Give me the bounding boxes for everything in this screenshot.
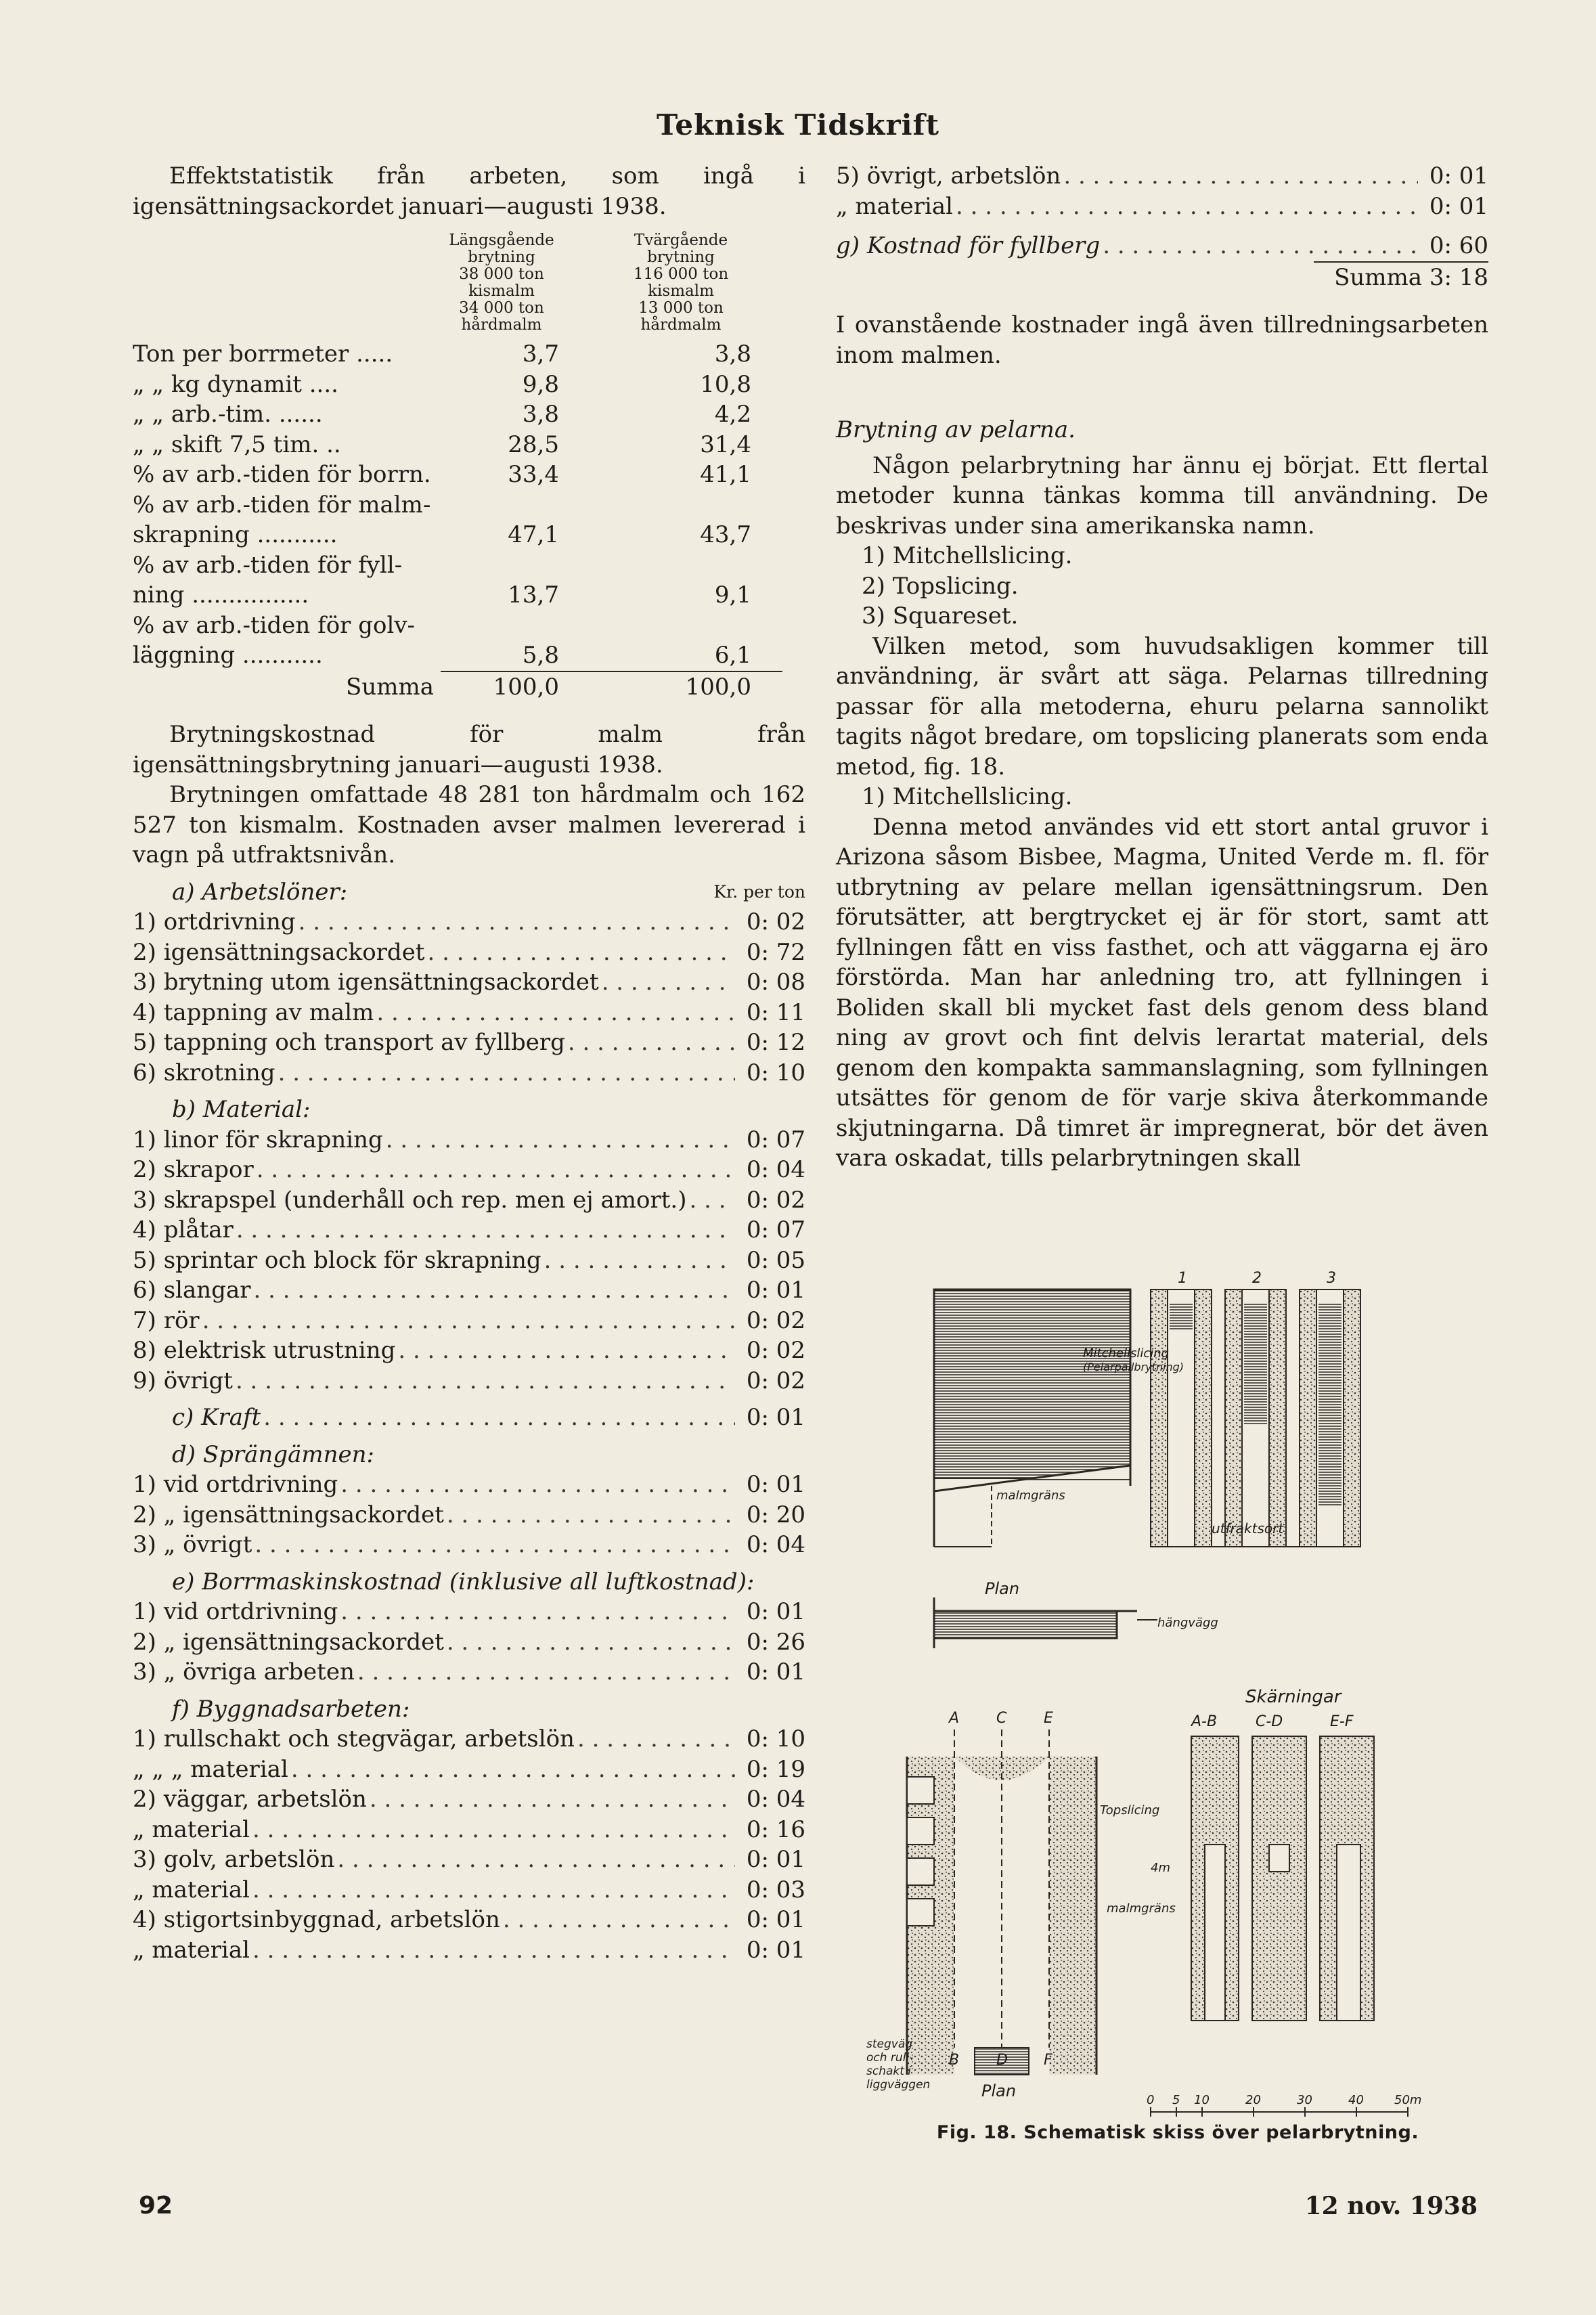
- cost-item-label: 4) plåtar: [133, 1216, 234, 1243]
- fyllberg-value: 0: 60: [1429, 232, 1488, 259]
- label-ab: A-B: [1191, 1713, 1218, 1730]
- label-2: 2: [1252, 1270, 1262, 1287]
- stat-value: 3,7: [522, 340, 559, 368]
- dot-leader: [291, 1755, 735, 1785]
- scale-bar: [1151, 2107, 1408, 2117]
- cost-item-label: 9) övrigt: [133, 1367, 233, 1394]
- fyllberg-label: g) Kostnad för fyllberg: [836, 232, 1101, 259]
- label-plan-lower: Plan: [981, 2081, 1017, 2100]
- figure-18: [866, 1262, 1476, 2156]
- dot-leader: [386, 1125, 735, 1155]
- label-3: 3: [1327, 1270, 1336, 1287]
- dot-leader: [503, 1905, 735, 1935]
- cost-item-value: 0: 26: [746, 1628, 805, 1656]
- cost-line: [133, 1185, 805, 1216]
- cost-item-value: 0: 04: [746, 1786, 805, 1813]
- cost-line: [133, 1755, 805, 1785]
- scale-tick-50m: 50m: [1394, 2093, 1422, 2107]
- stat-value: [441, 490, 575, 521]
- cost-item-value: 0: 01: [746, 1598, 805, 1625]
- dot-leader: [544, 1245, 735, 1276]
- intro-paragraph: Effektstatistik från arbeten, som ingå i igensättningsackordet januari—augusti 1938.: [133, 162, 805, 220]
- pillar-2: [1225, 1289, 1286, 1547]
- stat-label: ning ................: [133, 581, 309, 609]
- dot-leader: [340, 1470, 735, 1500]
- stat-row: [133, 460, 782, 490]
- stat-row: [133, 339, 782, 370]
- dot-leader: [1063, 161, 1418, 192]
- cost-item-value: 0: 10: [746, 1059, 805, 1086]
- method-item: 3) Squareset.: [862, 602, 1019, 630]
- cost-line: [133, 967, 805, 998]
- dot-leader: [340, 1597, 735, 1627]
- pillar-paragraph-3: Denna metod användes vid ett stort antal gruvor i Arizona såsom Bisbee, Magma, United Verde m. fl. för utbrytning av pelare mellan igensättningsrum. Den förutsätter, att bergtrycket ej är för stort, samt att fyllningen fått en viss fasthet, och att väggarna ej äro förstörda. Man har anledning tro, att fyllningen i Boliden skall bli mycket fast dels genom dess bland ning av grovt och fint delvis lerartat material, dels genom den kompakta sammanslagning, som fyllningen utsättes för genom de för varje skiva återkommande skjutningarna. Då timret är impregnerat, bör det även vara oskadat, tills pelarbrytningen skall: [836, 813, 1488, 1172]
- stat-sum-value: 100,0: [575, 671, 782, 703]
- left-column: [133, 161, 805, 1965]
- cost-line: [133, 998, 805, 1028]
- stat-value: 28,5: [508, 431, 559, 458]
- cost-line: [133, 1845, 805, 1875]
- dot-leader: [602, 967, 735, 998]
- cost-item-value: 0: 11: [746, 998, 805, 1026]
- plan-view-lower: [907, 1729, 1096, 2075]
- section-label: d) Sprängämnen:: [172, 1440, 374, 1468]
- pillar-1: [1151, 1289, 1212, 1547]
- stat-label: Ton per borrmeter .....: [133, 340, 393, 368]
- stat-row: [133, 370, 782, 400]
- cost-item-label: 2) skrapor: [133, 1156, 254, 1183]
- cost-line: [133, 1245, 805, 1276]
- stat-col2-header: Tvärgående brytning 116 000 ton kismalm 13 000 ton hårdmalm: [633, 232, 729, 334]
- stat-row: [133, 640, 782, 671]
- stat-row: [133, 611, 782, 641]
- method-item: 1) Mitchellslicing.: [862, 542, 1073, 569]
- cost-section-title: [133, 877, 805, 908]
- summa-row: [836, 261, 1488, 293]
- cost-item-value: 0: 72: [746, 938, 805, 966]
- stat-label: % av arb.-tiden för golv-: [133, 611, 416, 639]
- section-label: c) Kraft: [172, 1404, 261, 1431]
- stat-value: 6,1: [714, 642, 751, 669]
- cost-item-value: 0: 01: [746, 1906, 805, 1933]
- cost-paragraph-2: Brytningen omfattade 48 281 ton hårdmalm och 162 527 ton kismalm. Kostnaden avser malmen levererad i vagn på utfraktsnivån.: [133, 781, 805, 868]
- stat-label: „ „ arb.-tim. ......: [133, 401, 323, 428]
- stat-value: 10,8: [700, 370, 751, 398]
- cost-line: [133, 1215, 805, 1245]
- cost-line: [133, 1028, 805, 1058]
- cost-item-label: „ material: [133, 1815, 250, 1843]
- cost-section-title: [133, 1694, 805, 1725]
- section-heading: Brytning av pelarna.: [836, 416, 1076, 443]
- stat-label: läggning ...........: [133, 642, 323, 669]
- cost-continuation: [836, 161, 1488, 221]
- stat-value: 13,7: [508, 581, 559, 609]
- method-item: 2) Topslicing.: [862, 572, 1019, 600]
- stat-sum-value: 100,0: [441, 671, 575, 703]
- cost-item-label: 3) „ övrigt: [133, 1531, 252, 1558]
- stat-value: 47,1: [508, 521, 559, 548]
- stat-label: % av arb.-tiden för fyll-: [133, 551, 403, 579]
- label-d: D: [996, 2052, 1008, 2069]
- cost-item-value: 0: 01: [746, 1658, 805, 1685]
- cost-item-label: 1) linor för skrapning: [133, 1126, 383, 1153]
- method-list: [836, 541, 1488, 632]
- cost-item-value: 0: 03: [746, 1876, 805, 1903]
- svg-text:liggväggen: liggväggen: [866, 2078, 931, 2092]
- cost-item-label: „ material: [133, 1936, 250, 1964]
- cost-line: [133, 1657, 805, 1688]
- stat-label: % av arb.-tiden för malm-: [133, 491, 431, 519]
- dot-leader: [257, 1155, 735, 1185]
- stat-value: [575, 611, 782, 641]
- section-label: a) Arbetslöner:: [172, 878, 348, 906]
- section-value: 0: 01: [746, 1404, 805, 1431]
- stat-sum-label: Summa: [346, 673, 434, 701]
- cost-line: [836, 192, 1488, 222]
- cost-item-value: 0: 12: [746, 1029, 805, 1056]
- cost-item-label: 3) brytning utom igensättningsackordet: [133, 969, 599, 996]
- cost-section-title: [133, 1095, 805, 1125]
- cost-line: [133, 938, 805, 968]
- cost-line: [133, 1470, 805, 1500]
- cost-line: [133, 1275, 805, 1306]
- right-column: [836, 161, 1488, 1174]
- dot-leader: [689, 1185, 735, 1216]
- cost-item-label: „ material: [133, 1876, 250, 1903]
- cost-line: [133, 907, 805, 938]
- cost-item-label: 4) tappning av malm: [133, 998, 374, 1026]
- stat-value: [575, 490, 782, 521]
- issue-date: 12 nov. 1938: [1304, 2192, 1478, 2220]
- cost-line: [836, 161, 1488, 192]
- stat-row: [133, 550, 782, 581]
- dot-leader: [447, 1500, 735, 1530]
- scale-tick-20: 20: [1245, 2093, 1261, 2107]
- label-skarningar: Skärningar: [1245, 1687, 1342, 1707]
- scale-tick-30: 30: [1297, 2093, 1312, 2107]
- cost-item-label: 8) elektrisk utrustning: [133, 1337, 396, 1364]
- page-number: 92: [139, 2192, 173, 2220]
- label-plan: Plan: [985, 1579, 1020, 1598]
- section-label: f) Byggnadsarbeten:: [172, 1695, 410, 1723]
- cost-line: [133, 1058, 805, 1088]
- cost-item-label: 5) tappning och transport av fyllberg: [133, 1029, 565, 1056]
- dot-leader: [370, 1784, 735, 1815]
- stat-row: [133, 580, 782, 611]
- cost-section-title: [133, 1567, 805, 1597]
- cost-item-value: 0: 01: [746, 1846, 805, 1873]
- unit-note: Kr. per ton: [713, 881, 805, 902]
- label-stegvag: stegväg: [866, 2037, 913, 2051]
- dot-leader: [398, 1336, 735, 1366]
- dot-leader: [263, 1403, 735, 1433]
- cost-item-label: 2) igensättningsackordet: [133, 938, 425, 966]
- label-f: F: [1044, 2052, 1052, 2069]
- dot-leader: [252, 1875, 735, 1905]
- cost-item-label: 1) vid ortdrivning: [133, 1598, 338, 1625]
- cost-item-label: 1) ortdrivning: [133, 908, 296, 935]
- label-b: B: [949, 2052, 960, 2069]
- scale-tick-10: 10: [1194, 2093, 1210, 2107]
- cost-item-value: 0: 16: [746, 1815, 805, 1843]
- label-cd: C-D: [1256, 1713, 1283, 1730]
- cost-note: I ovanstående kostnader ingå även tillredningsarbeten inom malmen.: [836, 311, 1488, 369]
- stat-row: [133, 430, 782, 460]
- cost-item-value: 0: 01: [746, 1277, 805, 1304]
- stat-value: [441, 550, 575, 581]
- label-utfraktsort: utfraktsort: [1212, 1520, 1284, 1537]
- stat-row: [133, 520, 782, 550]
- dot-leader: [236, 1366, 735, 1396]
- cost-item-label: 5) övrigt, arbetslön: [836, 162, 1061, 190]
- stat-col1-header: Längsgående brytning 38 000 ton kismalm 34 000 ton hårdmalm: [449, 232, 554, 334]
- cost-line: [133, 1306, 805, 1336]
- label-malmgrans: malmgräns: [996, 1489, 1065, 1503]
- cost-line: [133, 1627, 805, 1658]
- pillar-paragraph-2: Vilken metod, som huvudsakligen kommer till användning, är svårt att säga. Pelarnas tillredning passar för alla metoderna, ehuru pelarna sannolikt tagits något bredare, om topslicing planerats som enda metod, fig. 18.: [836, 632, 1488, 780]
- label-ef: E-F: [1330, 1713, 1354, 1730]
- pillar-3: [1300, 1289, 1360, 1547]
- cost-item-value: 0: 02: [746, 1337, 805, 1364]
- stat-value: [441, 611, 575, 641]
- stat-label: „ „ kg dynamit ....: [133, 370, 338, 398]
- label-a: A: [949, 1710, 960, 1727]
- cost-line: [133, 1366, 805, 1396]
- cost-item-label: 4) stigortsinbyggnad, arbetslön: [133, 1906, 500, 1933]
- label-e: E: [1044, 1710, 1053, 1727]
- subheading-mitchellslicing: 1) Mitchellslicing.: [862, 783, 1073, 810]
- stat-table-header: [133, 232, 805, 334]
- cost-line: [133, 1935, 805, 1966]
- svg-text:schakt i: schakt i: [866, 2065, 912, 2078]
- cost-line: [133, 1905, 805, 1935]
- dot-leader: [252, 1815, 735, 1845]
- stat-label: „ „ skift 7,5 tim. ..: [133, 431, 341, 458]
- cost-item-value: 0: 07: [746, 1216, 805, 1243]
- cost-item-value: 0: 01: [1429, 162, 1488, 190]
- dot-leader: [252, 1935, 735, 1966]
- plan-view-upper: [934, 1597, 1157, 1648]
- scale-tick-5: 5: [1172, 2093, 1180, 2107]
- cost-section-title: [133, 1440, 805, 1470]
- summa-total: Summa 3: 18: [1314, 261, 1488, 293]
- dot-leader: [376, 998, 735, 1028]
- svg-text:och rull-: och rull-: [866, 2051, 914, 2065]
- pillar-mining-sketch: [866, 1262, 1476, 2129]
- scale-tick-40: 40: [1348, 2093, 1364, 2107]
- cost-line: [133, 1530, 805, 1560]
- cost-line: [133, 1125, 805, 1155]
- cost-paragraph-1: Brytningskostnad för malm från igensättningsbrytning januari—augusti 1938.: [133, 721, 805, 778]
- stat-label: skrapning ...........: [133, 521, 338, 548]
- cost-item-label: 1) vid ortdrivning: [133, 1471, 338, 1498]
- dot-leader: [278, 1058, 735, 1088]
- cost-line: [133, 1155, 805, 1185]
- label-hangvagg: hängvägg: [1157, 1616, 1218, 1630]
- scale-tick-0: 0: [1147, 2093, 1155, 2107]
- cost-item-value: 0: 10: [746, 1725, 805, 1752]
- label-topslicing: Topslicing: [1100, 1803, 1160, 1817]
- stat-value: 4,2: [714, 401, 751, 428]
- cost-item-value: 0: 01: [1429, 192, 1488, 220]
- stat-label: % av arb.-tiden för borrn.: [133, 461, 431, 488]
- label-c: C: [996, 1710, 1007, 1727]
- dot-leader: [236, 1215, 735, 1245]
- stat-value: 9,1: [714, 581, 751, 609]
- cost-line: [133, 1597, 805, 1627]
- dot-leader: [253, 1275, 735, 1306]
- cost-line: [133, 1815, 805, 1845]
- cost-item-value: 0: 07: [746, 1126, 805, 1153]
- cost-item-label: 6) slangar: [133, 1277, 251, 1304]
- dot-leader: [447, 1627, 735, 1658]
- cost-line: [133, 1875, 805, 1905]
- cost-item-value: 0: 05: [746, 1246, 805, 1274]
- cost-item-label: 6) skrotning: [133, 1059, 275, 1086]
- section-label: b) Material:: [172, 1096, 311, 1123]
- stat-row: [133, 490, 782, 521]
- dot-leader: [357, 1657, 735, 1688]
- cost-item-label: 7) rör: [133, 1306, 200, 1334]
- cost-item-label: 3) skrapspel (underhåll och rep. men ej amort.): [133, 1186, 687, 1214]
- effect-statistics-table: [133, 339, 782, 702]
- cost-item-label: 3) golv, arbetslön: [133, 1846, 335, 1873]
- cost-line: [133, 1784, 805, 1815]
- dot-leader: [427, 938, 735, 968]
- dot-leader: [956, 192, 1418, 222]
- stat-value: 3,8: [714, 340, 751, 368]
- section-label: e) Borrmaskinskostnad (inklusive all luftkostnad):: [172, 1568, 755, 1595]
- cost-item-label: 5) sprintar och block för skrapning: [133, 1246, 541, 1274]
- fyllberg-cost-row: [836, 231, 1488, 261]
- cost-item-value: 0: 04: [746, 1156, 805, 1183]
- stat-value: 41,1: [700, 461, 751, 488]
- dot-leader: [577, 1724, 735, 1755]
- dot-leader: [202, 1306, 735, 1336]
- cost-item-value: 0: 01: [746, 1471, 805, 1498]
- pillar-paragraph-1: Någon pelarbrytning har ännu ej börjat. Ett flertal metoder kunna tänkas komma till användning. De beskrivas under sina amerikanska namn.: [836, 451, 1488, 539]
- label-mitchellslicing: Mitchellslicing: [1083, 1346, 1170, 1361]
- cost-item-value: 0: 02: [746, 1186, 805, 1214]
- sections: [1191, 1736, 1374, 2021]
- label-malmgrans-lower: malmgräns: [1107, 1901, 1176, 1916]
- stat-value: 33,4: [508, 461, 559, 488]
- cost-line: [133, 1724, 805, 1755]
- cost-item-label: 2) väggar, arbetslön: [133, 1786, 367, 1813]
- cost-item-value: 0: 01: [746, 1936, 805, 1964]
- cost-item-label: 2) „ igensättningsackordet: [133, 1628, 444, 1656]
- cost-item-label: 1) rullschakt och stegvägar, arbetslön: [133, 1725, 575, 1752]
- stat-value: [575, 550, 782, 581]
- dot-leader: [337, 1845, 735, 1875]
- cost-item-value: 0: 02: [746, 908, 805, 935]
- journal-title: Teknisk Tidskrift: [657, 108, 939, 141]
- elevation-view: [934, 1289, 1360, 1547]
- stat-value: 3,8: [522, 401, 559, 428]
- label-1: 1: [1178, 1270, 1187, 1287]
- stat-value: 43,7: [700, 521, 751, 548]
- stat-value: 9,8: [522, 370, 559, 398]
- cost-item-value: 0: 20: [746, 1501, 805, 1528]
- dot-leader: [298, 907, 735, 938]
- label-pelarpallbrytning: (Pelarpallbrytning): [1083, 1361, 1184, 1373]
- cost-item-value: 0: 02: [746, 1367, 805, 1394]
- cost-item-value: 0: 02: [746, 1306, 805, 1334]
- label-4m: 4m: [1151, 1861, 1170, 1875]
- cost-item-value: 0: 04: [746, 1531, 805, 1558]
- dot-leader: [254, 1530, 735, 1560]
- cost-item-label: 2) „ igensättningsackordet: [133, 1501, 444, 1528]
- cost-section-title: [133, 1403, 805, 1433]
- filled-stopes-hatch: [934, 1289, 1130, 1479]
- figure-caption: Fig. 18. Schematisk skiss över pelarbrytning.: [936, 2122, 1419, 2143]
- cost-item-label: „ „ „ material: [133, 1755, 288, 1783]
- cost-item-value: 0: 08: [746, 969, 805, 996]
- stat-row: [133, 399, 782, 430]
- cost-item-label: „ material: [836, 192, 953, 220]
- cost-sections: [133, 877, 805, 1966]
- cost-item-label: 3) „ övriga arbeten: [133, 1658, 355, 1685]
- stat-value: 31,4: [700, 431, 751, 458]
- cost-line: [133, 1500, 805, 1530]
- dot-leader: [568, 1028, 735, 1058]
- cost-line: [133, 1336, 805, 1366]
- stat-value: 5,8: [522, 642, 559, 669]
- stat-sum-row: [133, 671, 782, 703]
- cost-item-value: 0: 19: [746, 1755, 805, 1783]
